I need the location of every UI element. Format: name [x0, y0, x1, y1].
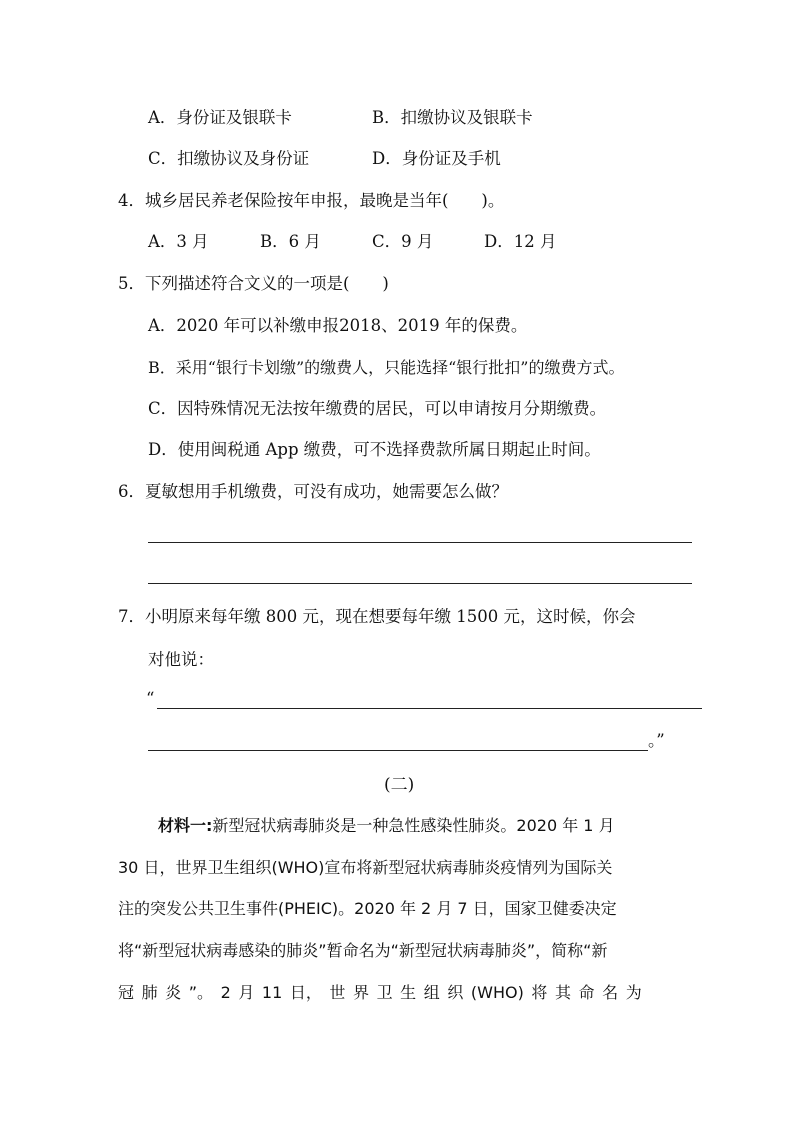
word: 生: [400, 983, 417, 1002]
word: 名: [602, 983, 619, 1002]
material-line-1: [158, 815, 615, 837]
word: 织: [447, 983, 464, 1002]
word: 为: [625, 983, 642, 1002]
word: 2: [220, 983, 231, 1002]
word: 组: [423, 983, 440, 1002]
answer-line-3[interactable]: [157, 708, 702, 709]
q5-option-d: D．使用闽税通 App 缴费，可不选择费款所属日期起止时间。: [148, 440, 601, 459]
q4-option-c: C．9 月: [372, 232, 434, 251]
option-d: D．身份证及手机: [372, 149, 501, 168]
question-7-line-1: 7．小明原来每年缴 800 元，现在想要每年缴 1500 元，这时候，你会: [118, 607, 636, 626]
material-line-4: 将“新型冠状病毒感染的肺炎”暂命名为“新型冠状病毒肺炎”，简称“新: [118, 941, 608, 960]
material-text-1: 新型冠状病毒肺炎是一种急性感染性肺炎。2020 年 1 月: [212, 816, 615, 835]
word: 炎: [165, 983, 182, 1002]
q4-option-a: A．3 月: [148, 232, 209, 251]
open-quote: “: [146, 689, 155, 708]
question-5-stem: 5．下列描述符合文义的一项是( ): [118, 274, 389, 293]
q4-option-d: D．12 月: [484, 232, 557, 251]
option-a: A．身份证及银联卡: [148, 108, 292, 127]
q5-option-b: B．采用“银行卡划缴”的缴费人，只能选择“银行批扣”的缴费方式。: [148, 358, 625, 377]
question-7-line-2: 对他说：: [148, 650, 214, 669]
word: 冠: [118, 983, 135, 1002]
question-6-stem: 6．夏敏想用手机缴费，可没有成功，她需要怎么做？: [118, 482, 508, 501]
question-4-stem: 4．城乡居民养老保险按年申报，最晚是当年( )。: [118, 191, 505, 210]
word: 卫: [376, 983, 393, 1002]
word: 命: [578, 983, 595, 1002]
word: (WHO): [470, 983, 524, 1002]
word: 其: [554, 983, 571, 1002]
word: 世: [329, 983, 346, 1002]
option-c: C．扣缴协议及身份证: [148, 149, 310, 168]
material-label: 材料一:: [158, 816, 213, 835]
word: 日，: [289, 983, 322, 1002]
material-line-2: 30 日，世界卫生组织(WHO)宣布将新型冠状病毒肺炎疫情列为国际关: [118, 858, 613, 877]
answer-line-1[interactable]: [148, 542, 692, 543]
q5-option-c: C．因特殊情况无法按年缴费的居民，可以申请按月分期缴费。: [148, 399, 607, 418]
word: 11: [261, 983, 283, 1002]
material-line-3: 注的突发公共卫生事件(PHEIC)。2020 年 2 月 7 日，国家卫健委决定: [118, 899, 617, 918]
q5-option-a: A．2020 年可以补缴申报2018、2019 年的保费。: [148, 316, 528, 335]
answer-line-2[interactable]: [148, 583, 692, 584]
word: 肺: [141, 983, 158, 1002]
material-line-5: [118, 982, 642, 1004]
word: 界: [353, 983, 370, 1002]
word: ”。: [188, 983, 214, 1002]
word: 将: [531, 983, 548, 1002]
word: 月: [238, 983, 255, 1002]
section-title: (二): [384, 775, 415, 795]
close-quote: 。”: [648, 731, 665, 750]
q4-option-b: B．6 月: [260, 232, 321, 251]
answer-line-4[interactable]: [148, 750, 648, 751]
option-b: B．扣缴协议及银联卡: [372, 108, 533, 127]
